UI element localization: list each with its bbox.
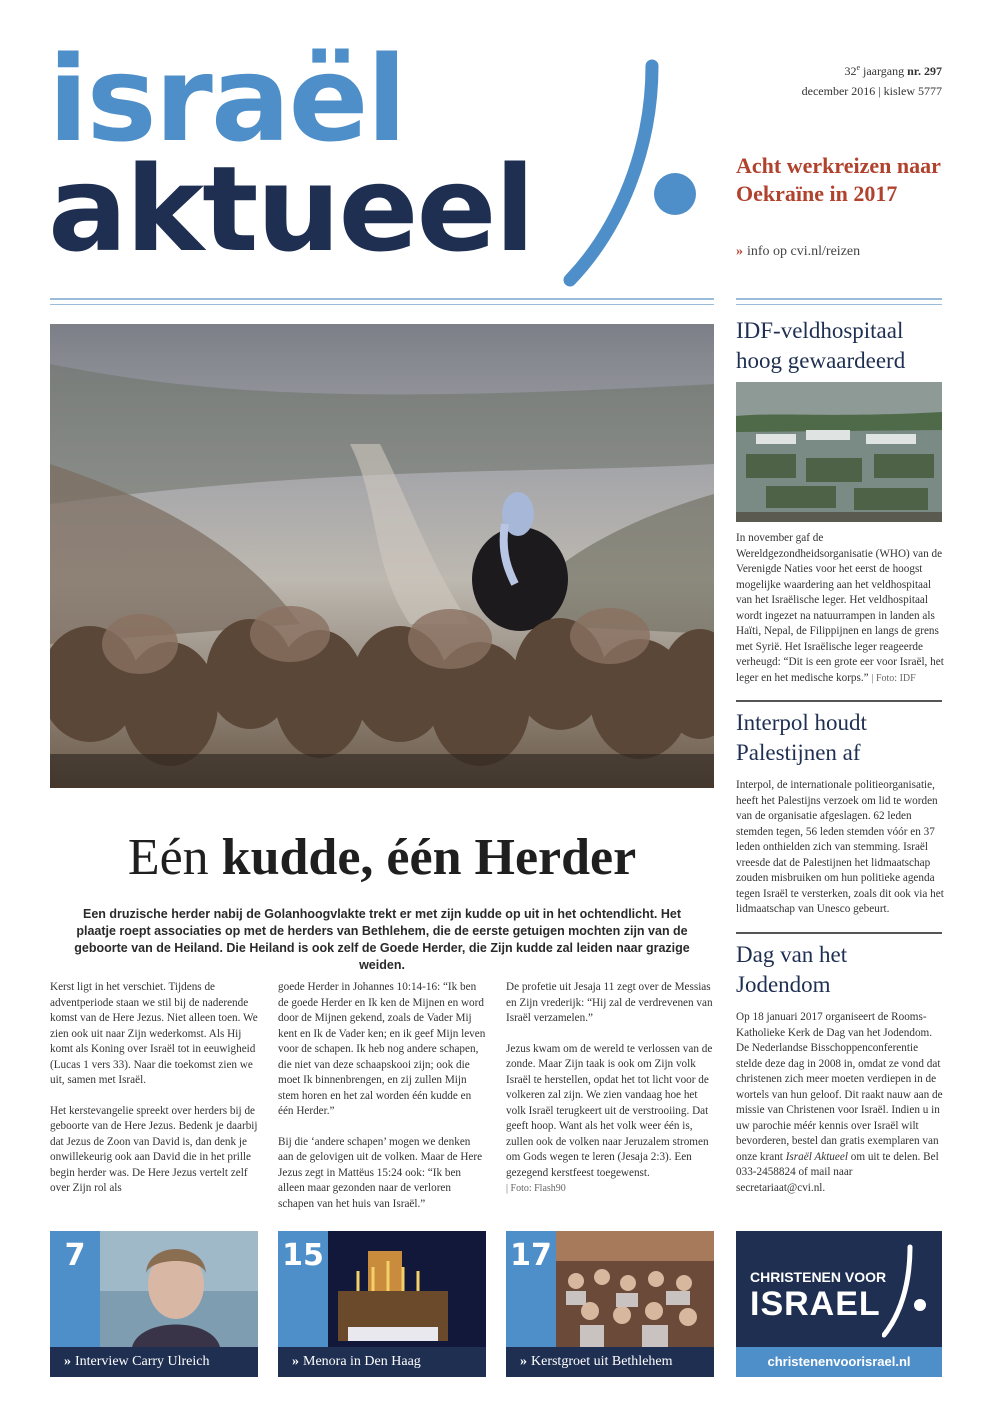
issue-number: nr. 297 bbox=[907, 64, 942, 78]
cvi-logo-top: CHRISTENEN VOOR bbox=[750, 1269, 887, 1285]
newspaper-name: Israël Aktueel bbox=[785, 1150, 848, 1163]
logo-aktueel: aktueel bbox=[48, 140, 534, 278]
sidebar-body-interpol: Interpol, de internationale politieorganisatie, heeft het Palestijns verzoek om lid te worden van de organisatie afgeslagen. 62 leden stemden tegen, 56 leden stemden vóór en 37 leden onthielden zich van stemming. Israël vreesde dat de Palestijnen het lidmaatschap zouden misbruiken om hun politieke agenda tegen Israël te versterken, zoals dit ook via het lidmaatschap van Unesco gebeurt. bbox=[736, 779, 944, 915]
logo-mark-icon bbox=[560, 58, 710, 288]
issue-volume-label: jaargang bbox=[860, 64, 908, 78]
teaser-label: Interview Carry Ulreich bbox=[75, 1354, 210, 1369]
divider bbox=[736, 700, 942, 702]
paragraph: Het kerstevangelie spreekt over herders bij de geboorte van de Here Jezus. Bedenk je daarbij dat Jezus de Zoon van David is, dan denk je onwillekeurig ook aan David die in het prille begin herder was. De Here Jezus vertelt zelf over Zijn rol als bbox=[50, 1104, 258, 1194]
divider bbox=[50, 298, 714, 300]
headline-regular: Eén bbox=[127, 829, 222, 886]
cvi-logo-mark-icon bbox=[882, 1241, 932, 1341]
arrow-icon: » bbox=[64, 1354, 71, 1369]
sidebar-title-jodendom: Dag van het Jodendom bbox=[736, 942, 848, 997]
headline-bold: kudde, één Herder bbox=[221, 829, 637, 886]
teaser-label: Kerstgroet uit Bethlehem bbox=[531, 1354, 673, 1369]
sidebar-body-text: In november gaf de Wereldgezondheidsorganisatie (WHO) van de Verenigde Naties voor het eerst de hoogst mogelijke waardering aan het veldhospitaal van het Israëlische leger. Het veldhospitaal wordt ingezet na natuurrampen in landen als Haïti, Nepal, de Filippijnen en langs de grens met Syrië. Het Israëlische leger reageerde verheugd: “Dit is een grote eer voor Israël, het leger en het medische korps.” bbox=[736, 532, 944, 684]
paragraph: goede Herder in Johannes 10:14-16: “Ik ben de goede Herder en Ik ken de Mijnen en word door de Mijnen gekend, zoals de Vader Mij kent en Ik de Vader ken; en ik geef Mijn leven voor de schapen. Ik heb nog andere schapen, die niet van deze schaapskooi zijn; ook die moet Ik binnenbrengen, en zij zullen Mijn stem horen en het zal worden één kudde en één Herder.” bbox=[278, 981, 486, 1117]
promo-title[interactable]: Acht werkreizen naar Oekraïne in 2017 bbox=[736, 153, 941, 206]
promo-link-text[interactable]: info op cvi.nl/reizen bbox=[747, 244, 861, 259]
main-photo-shepherd bbox=[50, 324, 714, 788]
teaser-interview[interactable] bbox=[50, 1231, 258, 1377]
cvi-advert[interactable] bbox=[736, 1231, 942, 1377]
issue-info bbox=[802, 58, 942, 101]
cvi-website-link[interactable]: christenenvoorisrael.nl bbox=[736, 1347, 942, 1377]
teaser-bethlehem[interactable] bbox=[506, 1231, 714, 1377]
arrow-icon: » bbox=[520, 1354, 527, 1369]
promo-link[interactable] bbox=[736, 244, 860, 260]
paragraph: Kerst ligt in het verschiet. Tijdens de adventperiode staan we stil bij de naderende komst van de Here Jezus. Niet alleen toen. We zien ook uit naar Zijn wederkomst. Als Hij komt als Koning over Israël tot in eeuwigheid (Lucas 1 vers 33). Naar die toekomst zien we uit, samen met Israël. bbox=[50, 981, 258, 1086]
main-intro: Een druzische herder nabij de Golanhoogvlakte trekt er met zijn kudde op uit in het ochtendlicht. Het plaatje roept associaties op met de herders van Bethlehem, die de eerste getuigen mochten zijn van de geboorte van de Heiland. Die Heiland is ook zelf de Goede Herder, die Zijn kudde zal leiden naar grazige weiden. bbox=[74, 907, 690, 972]
issue-volume-sup: e bbox=[856, 63, 860, 72]
article-column-3 bbox=[506, 980, 714, 1212]
field-hospital-image bbox=[736, 382, 942, 522]
sidebar-body-text: Op 18 januari 2017 organiseert de Rooms-Katholieke Kerk de Dag van het Jodendom. De Nederlandse Bisschoppenconferentie stelde deze dag in 2008 in, omdat ze vond dat christenen zich meer moeten verdiepen in de wortels van hun geloof. Dit raakt nauw aan de missie van Christenen voor Israël. Indien u in uw parochie méér kennis over Israël wilt bevorderen, bestel dan gratis exemplaren van onze krant bbox=[736, 1011, 943, 1163]
sidebar-title-idf: IDF-veldhospitaal hoog gewaardeerd bbox=[736, 318, 906, 373]
page-number-badge: 7 bbox=[50, 1231, 100, 1347]
paragraph: De profetie uit Jesaja 11 zegt over de Messias en Zijn vrederijk: “Hij zal de verdrevenen van Israël verzamelen.” bbox=[506, 981, 713, 1024]
divider bbox=[736, 932, 942, 934]
photo-credit: | Foto: IDF bbox=[871, 672, 916, 684]
divider bbox=[736, 304, 942, 305]
sidebar-title-interpol: Interpol houdt Palestijnen af bbox=[736, 710, 867, 765]
divider bbox=[50, 304, 714, 305]
shepherd-flock-image bbox=[50, 324, 714, 788]
cvi-logo-israel: ISRAEL bbox=[750, 1285, 881, 1323]
teaser-label: Menora in Den Haag bbox=[303, 1354, 421, 1369]
page-number-badge: 17 bbox=[506, 1231, 556, 1347]
main-headline bbox=[50, 826, 714, 890]
logo-israel: israël bbox=[48, 30, 405, 168]
issue-volume: 32 bbox=[844, 64, 857, 78]
divider bbox=[736, 298, 942, 300]
page-number-badge: 15 bbox=[278, 1231, 328, 1347]
issue-date: december 2016 | kislew 5777 bbox=[801, 84, 942, 98]
paragraph-text: Jezus kwam om de wereld te verlossen van de zonde. Maar Zijn taak is ook om Zijn volk Israël te herstellen, opdat het tot licht voor de volkeren zal zijn. We zien vandaag hoe het volk Israël terugkeert uit de verstrooiing. Dat geeft hoop. Want als het volk weer één is, zullen ook de volken naar Jeruzalem stromen om Gods wegen te leren (Jesaja 2:3). Een gezegend kerstfeest toegewenst. bbox=[506, 1042, 713, 1179]
teaser-menora[interactable] bbox=[278, 1231, 486, 1377]
sidebar-body-jodendom bbox=[736, 1010, 944, 1196]
arrow-icon: » bbox=[292, 1354, 299, 1369]
field-hospital-photo bbox=[736, 382, 942, 522]
article-column-1 bbox=[50, 980, 258, 1212]
teaser-label-bar[interactable] bbox=[278, 1347, 486, 1377]
teaser-label-bar[interactable] bbox=[50, 1347, 258, 1377]
arrow-icon: » bbox=[736, 244, 743, 259]
article-column-2 bbox=[278, 980, 486, 1227]
sidebar-body-idf bbox=[736, 531, 944, 686]
paragraph bbox=[506, 1042, 714, 1197]
paragraph: Bij die ‘andere schapen’ mogen we denken aan de gelovigen uit de volken. Maar de Here Jezus zegt in Mattëus 15:24 ook: “Ik ben alleen maar gezonden naar de verloren schapen van het huis van Israël.” bbox=[278, 1135, 483, 1210]
teaser-label-bar[interactable] bbox=[506, 1347, 714, 1377]
photo-credit: | Foto: Flash90 bbox=[506, 1183, 566, 1194]
sidebar-body-text: om uit te delen. Bel 033-2458824 of mail naar secretariaat@cvi.nl. bbox=[736, 1150, 939, 1194]
